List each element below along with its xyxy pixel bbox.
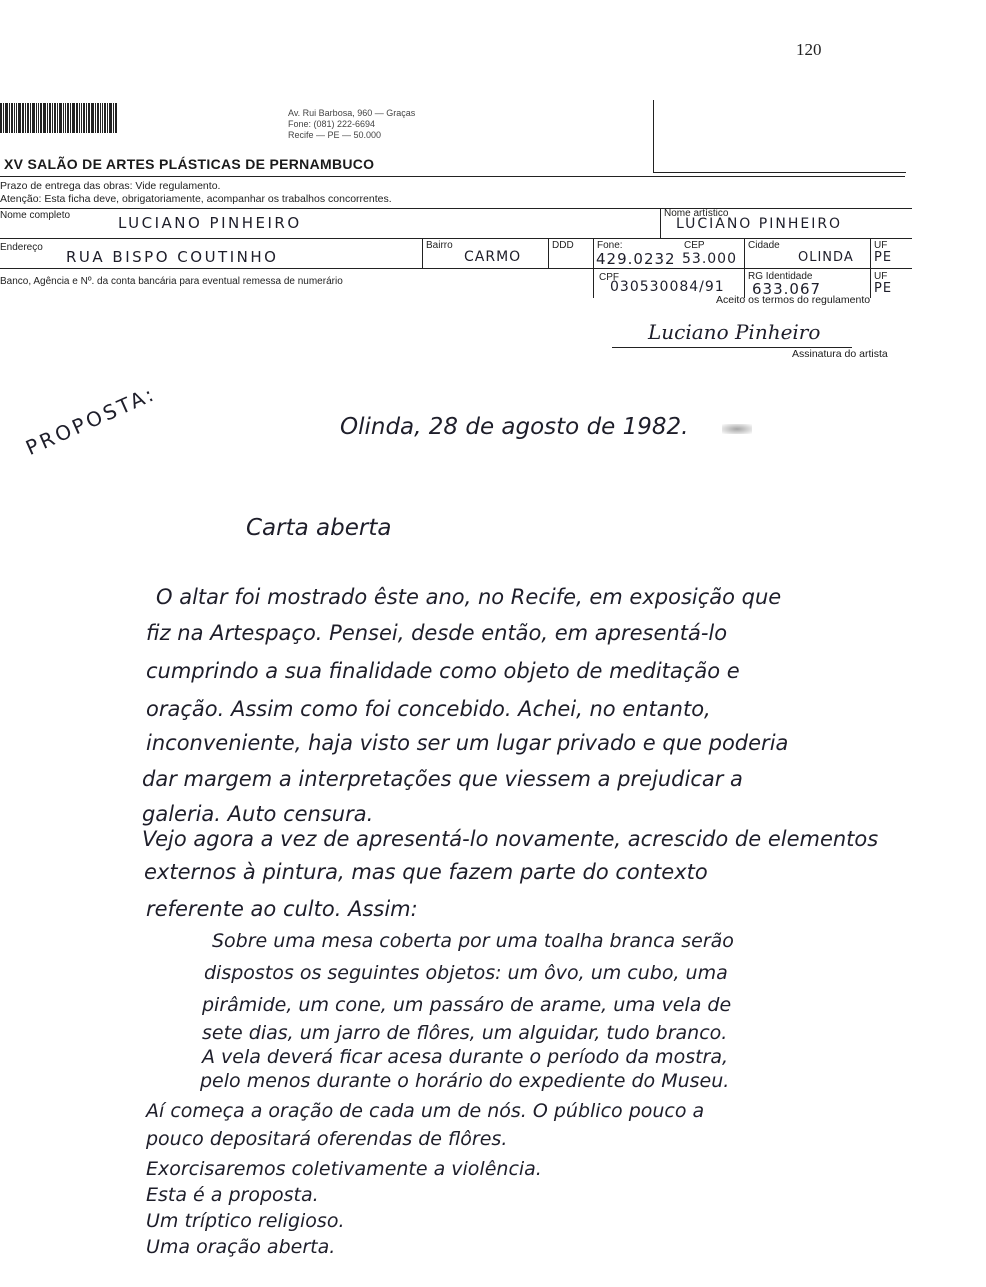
bairro-value: CARMO bbox=[464, 249, 522, 265]
letter-line: externos à pintura, mas que fazem parte do contexto bbox=[144, 860, 708, 884]
letter-line: cumprindo a sua finalidade como objeto de meditação e bbox=[146, 659, 740, 683]
letter-line: pouco depositará oferendas de flôres. bbox=[146, 1128, 508, 1150]
barcode-stamp bbox=[0, 103, 180, 133]
page-number: 120 bbox=[796, 40, 822, 59]
letter-line: Exorcisaremos coletivamente a violência. bbox=[146, 1158, 542, 1180]
letter-line: fiz na Artespaço. Pensei, desde então, em apresentá-lo bbox=[146, 621, 728, 645]
letter-line: pelo menos durante o horário do expediente do Museu. bbox=[200, 1070, 730, 1092]
field-separator bbox=[870, 238, 871, 268]
nome-artistico-label: Nome artístico bbox=[664, 208, 729, 219]
uf-value: PE bbox=[874, 281, 893, 296]
field-separator bbox=[593, 268, 594, 298]
letter-line: Vejo agora a vez de apresentá-lo novamente, acrescido de elementos bbox=[142, 827, 879, 851]
letter-title: Carta aberta bbox=[246, 515, 392, 541]
field-separator bbox=[870, 268, 871, 298]
stamp-box bbox=[653, 100, 906, 173]
letter-line: pirâmide, um cone, um passáro de arame, uma vela de bbox=[202, 994, 732, 1016]
cpf-label: CPF bbox=[599, 272, 619, 283]
form-title: XV SALÃO DE ARTES PLÁSTICAS DE PERNAMBUCO bbox=[4, 156, 375, 172]
attention-note: Atenção: Esta ficha deve, obrigatoriamente, acompanhar os trabalhos concorrentes. bbox=[0, 193, 392, 205]
nome-completo-label: Nome completo bbox=[0, 210, 71, 221]
letter-line: Uma oração aberta. bbox=[146, 1236, 336, 1258]
delivery-note: Prazo de entrega das obras: Vide regulamento. bbox=[0, 180, 221, 192]
uf-label: UF bbox=[874, 271, 888, 282]
signature-label: Assinatura do artista bbox=[792, 348, 888, 360]
ink-smudge bbox=[722, 424, 752, 434]
nome-artistico-value: LUCIANO PINHEIRO bbox=[676, 216, 843, 232]
uf-label: UF bbox=[874, 240, 888, 251]
cpf-value: 030530084/91 bbox=[610, 279, 725, 295]
letter-line: dispostos os seguintes objetos: um ôvo, um cubo, uma bbox=[204, 962, 728, 984]
field-separator bbox=[660, 208, 661, 238]
artist-signature: Luciano Pinheiro bbox=[648, 320, 821, 344]
banco-label: Banco, Agência e Nº. da conta bancária para eventual remessa de numerário bbox=[0, 276, 343, 287]
letter-line: sete dias, um jarro de flôres, um alguidar, tudo branco. bbox=[202, 1022, 728, 1044]
endereco-label: Endereço bbox=[0, 242, 43, 253]
bairro-label: Bairro bbox=[426, 240, 453, 251]
address-line: Av. Rui Barbosa, 960 — Graças bbox=[288, 108, 416, 118]
rg-label: RG Identidade bbox=[748, 271, 813, 282]
uf-value: PE bbox=[874, 250, 893, 265]
letter-line: galeria. Auto censura. bbox=[142, 802, 374, 826]
field-separator bbox=[593, 238, 594, 268]
form-row-line bbox=[0, 268, 912, 269]
cidade-label: Cidade bbox=[748, 240, 780, 251]
letter-line: Sobre uma mesa coberta por uma toalha branca serão bbox=[212, 930, 734, 952]
field-separator bbox=[744, 238, 745, 268]
field-separator bbox=[548, 238, 549, 268]
letter-line: Um tríptico religioso. bbox=[146, 1210, 345, 1232]
letter-line: A vela deverá ficar acesa durante o período da mostra, bbox=[202, 1046, 729, 1068]
letter-line: Aí começa a oração de cada um de nós. O público pouco a bbox=[146, 1100, 705, 1122]
institution-address bbox=[288, 108, 415, 141]
fone-label: Fone: bbox=[597, 240, 623, 251]
letter-line: Esta é a proposta. bbox=[146, 1184, 319, 1206]
address-line: Fone: (081) 222-6694 bbox=[288, 119, 376, 129]
ddd-label: DDD bbox=[552, 240, 574, 251]
endereco-value: RUA BISPO COUTINHO bbox=[66, 248, 279, 266]
nome-completo-value: LUCIANO PINHEIRO bbox=[118, 214, 302, 232]
form-divider bbox=[0, 176, 905, 177]
proposta-note: PROPOSTA: bbox=[22, 381, 160, 460]
field-separator bbox=[422, 238, 423, 268]
letter-line: dar margem a interpretações que viessem a prejudicar a bbox=[142, 767, 743, 791]
accept-terms-text: Aceito os termos do regulamento bbox=[716, 294, 871, 306]
rg-value: 633.067 bbox=[752, 280, 822, 298]
letter-line: oração. Assim como foi concebido. Achei, no entanto, bbox=[146, 697, 711, 721]
form-row-line bbox=[0, 238, 912, 239]
address-line: Recife — PE — 50.000 bbox=[288, 130, 382, 140]
cidade-value: OLINDA bbox=[798, 250, 854, 265]
cep-label: CEP bbox=[684, 240, 705, 251]
fone-value: 429.0232 bbox=[596, 250, 676, 268]
letter-date: Olinda, 28 de agosto de 1982. bbox=[340, 414, 689, 440]
cep-value: 53.000 bbox=[682, 251, 737, 267]
letter-line: O altar foi mostrado êste ano, no Recife, em exposição que bbox=[156, 585, 782, 609]
letter-line: referente ao culto. Assim: bbox=[146, 897, 418, 921]
form-row-line bbox=[0, 208, 912, 209]
letter-line: inconveniente, haja visto ser um lugar privado e que poderia bbox=[146, 731, 789, 755]
